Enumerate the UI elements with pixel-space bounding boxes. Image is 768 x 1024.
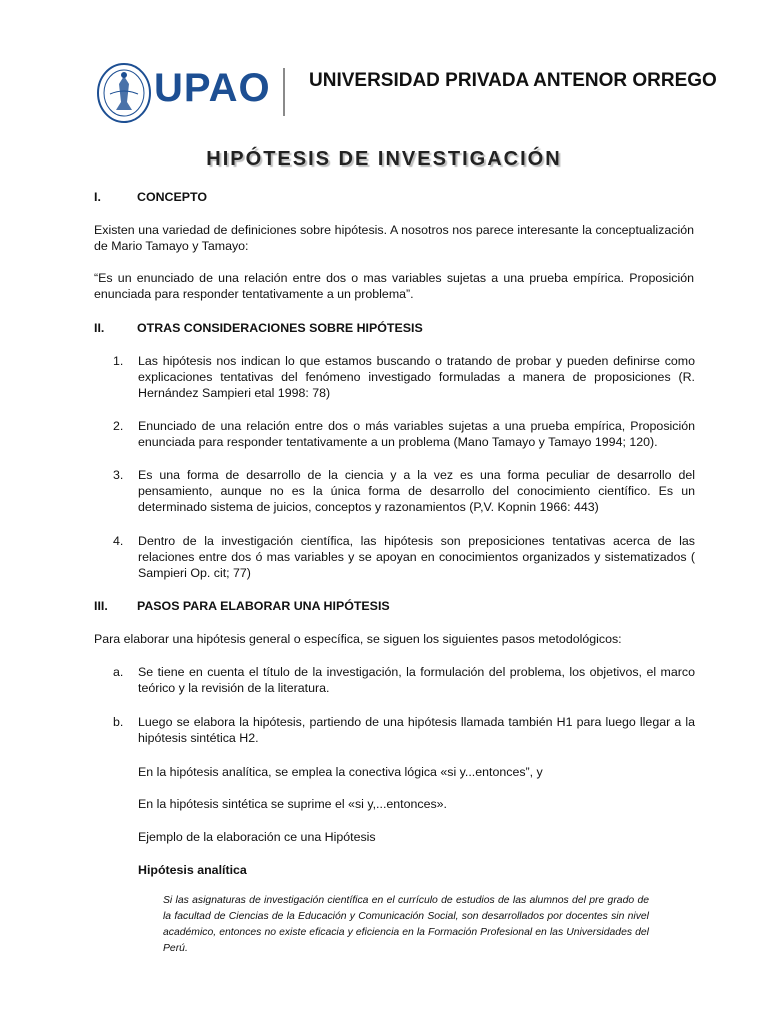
- list-marker: b.: [113, 715, 124, 729]
- list-item-text: Es una forma de desarrollo de la ciencia y a la vez es una forma peculiar de desarrollo del pensamiento, aunque no es la única forma de desarrollo del conocimiento científico. Es un determinado sistema de juicios, conceptos y razonamientos (P,V. Kopnin 1966: 443): [138, 468, 695, 514]
- list-marker: 1.: [113, 354, 124, 368]
- list-marker: 3.: [113, 468, 124, 482]
- list-marker: 4.: [113, 534, 124, 548]
- list-marker: 2.: [113, 419, 124, 433]
- list-item-text: Luego se elabora la hipótesis, partiendo de una hipótesis llamada también H1 para luego llegar a la hipótesis sintética H2.: [138, 715, 695, 745]
- paragraph: En la hipótesis analítica, se emplea la conectiva lógica «si y...entonces”, y: [138, 765, 543, 779]
- section-heading-2: [94, 321, 694, 337]
- university-name: UNIVERSIDAD PRIVADA ANTENOR ORREGO: [309, 70, 717, 91]
- document-title: HIPÓTESIS DE INVESTIGACIÓN: [206, 148, 562, 170]
- list-item: [113, 353, 695, 401]
- header-divider: [283, 68, 285, 116]
- section-title: PASOS PARA ELABORAR UNA HIPÓTESIS: [137, 599, 390, 613]
- section-heading-3: [94, 599, 694, 615]
- paragraph: Para elaborar una hipótesis general o específica, se siguen los siguientes pasos metodológicos:: [94, 632, 622, 646]
- paragraph: Ejemplo de la elaboración ce una Hipótesis: [138, 830, 376, 844]
- section-number: I.: [94, 190, 101, 204]
- list-item: [113, 533, 695, 581]
- paragraph: Existen una variedad de definiciones sobre hipótesis. A nosotros nos parece interesante la conceptualización de Mario Tamayo y Tamayo:: [94, 223, 694, 253]
- list-item: [113, 467, 695, 515]
- quote-paragraph: “Es un enunciado de una relación entre dos o mas variables sujetas a una prueba empírica. Proposición enunciada para responder tentativamente a un problema”.: [94, 271, 694, 301]
- section-title: CONCEPTO: [137, 190, 207, 204]
- list-item-text: Las hipótesis nos indican lo que estamos buscando o tratando de probar y pueden definirse como explicaciones tentativas del fenómeno investigado formuladas a manera de proposiciones (R. Hernández Sampieri etal 1998: 78): [138, 354, 695, 400]
- university-seal-icon: [96, 62, 152, 124]
- section-number: II.: [94, 321, 105, 335]
- list-marker: a.: [113, 665, 124, 679]
- logo-wordmark: UPAO: [154, 66, 271, 110]
- list-item-text: Se tiene en cuenta el título de la investigación, la formulación del problema, los objetivos, el marco teórico y la revisión de la literatura.: [138, 665, 695, 695]
- list-item-text: Dentro de la investigación científica, las hipótesis son preposiciones tentativas acerca de las relaciones entre dos ó mas variables y se apoyan en conocimientos organizados y sistematizados ( Sampieri Op. cit; 77): [138, 534, 695, 580]
- list-item: [113, 664, 695, 696]
- section-title: OTRAS CONSIDERACIONES SOBRE HIPÓTESIS: [137, 321, 423, 335]
- subheading: Hipótesis analítica: [138, 863, 247, 877]
- example-quote: Si las asignaturas de investigación científica en el currículo de estudios de las alumnos del pre grado de la facultad de Ciencias de la Educación y Comunicación Social, son desarrollados por docentes sin nivel académico, entonces no existe eficacia y eficiencia en la Formación Profesional en las Universidades del Perú.: [163, 895, 649, 954]
- list-item-text: Enunciado de una relación entre dos o más variables sujetas a una prueba empírica, Proposición enunciada para responder tentativamente a un problema (Mano Tamayo y Tamayo 1994; 120).: [138, 419, 695, 449]
- list-item: [113, 418, 695, 450]
- section-heading-1: [94, 190, 694, 206]
- paragraph: En la hipótesis sintética se suprime el «si y,...entonces».: [138, 797, 448, 811]
- section-number: III.: [94, 599, 108, 613]
- list-item: [113, 714, 695, 746]
